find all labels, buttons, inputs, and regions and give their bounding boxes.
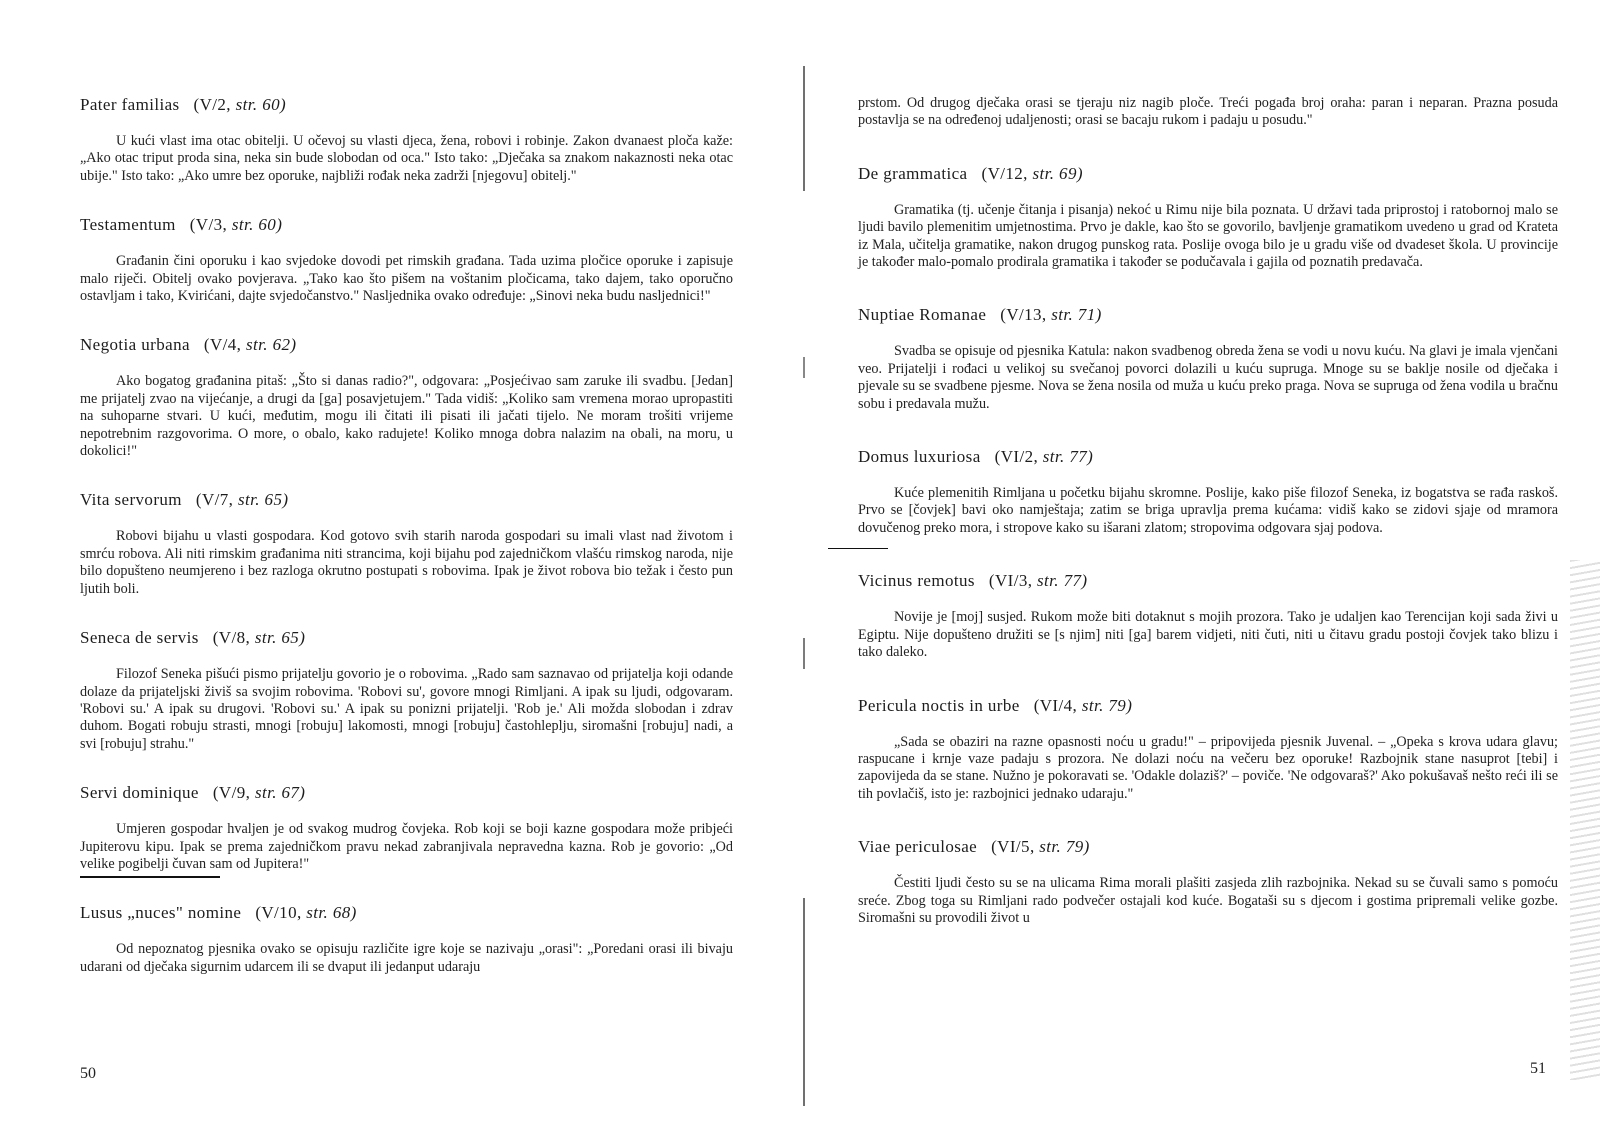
section-heading — [858, 164, 1558, 184]
section-paragraph: Čestiti ljudi često su se na ulicama Rima morali plašiti zasjeda zlih razbojnika. Nekad su se čuvali samo s pomoću sreće. Zbog toga su Rimljani rado podvečer ostajali kod kuće. Bogataši su s djecom i gostima pripremali velike gozbe. Siromašni su provodili život u — [858, 875, 1558, 926]
reference-page: str. 65) — [237, 490, 289, 510]
section-heading — [80, 783, 733, 803]
section-reference — [213, 783, 306, 802]
section-title: Viae periculosae — [858, 837, 978, 857]
section-paragraph: „Sada se obaziri na razne opasnosti noću u gradu!" – pripovijeda pjesnik Juvenal. – „Opeka s krova udara glavu; raspucane i krnje vaze padaju s prozora. Ne dolazi noću na večeru bez oporuke! Razbojnik stane nasuprot [tebi] i zapovijeda da se stane. Nužno je pokoravati se. 'Odakle dolaziš?' – poviče. 'Ne odgovaraš?' Ako pokušavaš nešto reći ili se tih povlačiš, isto je: razbojnici jednako udaraju." — [858, 733, 1558, 802]
section-title: Vita servorum — [80, 490, 182, 510]
reference-page: str. 65) — [254, 628, 306, 648]
section-title: De grammatica — [858, 163, 968, 183]
reference-page: str. 79) — [1081, 695, 1133, 715]
section-reference — [190, 215, 283, 234]
page-number-left: 50 — [80, 1065, 96, 1082]
section-heading — [80, 490, 733, 510]
section-heading — [858, 837, 1558, 857]
section-title: Lusus „nuces" nomine — [80, 903, 242, 923]
section-paragraph: Građanin čini oporuku i kao svjedoke dovodi pet rimskih građana. Tada uzima pločice oporuke i zapisuje malo riječi. Obitelj ovako povjerava. „Tako kao što pišem na voštanim pločicama, tako dajem, tako oporučno ostavljam i tako, Kvirićani, dajte svjedočanstvo." Nasljednika ovako određuje: „Sinovi neka budu nasljednici!" — [80, 253, 733, 305]
section-paragraph: Od nepoznatog pjesnika ovako se opisuju različite igre koje se nazivaju „orasi": „Poredani orasi ili bivaju udarani od dječaka sigurnim udarcem ili se dvaput ili jedanput udaraju — [80, 941, 733, 975]
section-title: Nuptiae Romanae — [858, 305, 987, 325]
section-title: Servi dominique — [80, 783, 199, 803]
section — [80, 490, 733, 598]
section-title: Testamentum — [80, 215, 176, 235]
reference-page: str. 68) — [306, 903, 357, 923]
right-column — [858, 95, 1558, 961]
reference-page: str. 69) — [1032, 163, 1083, 183]
section — [858, 837, 1558, 927]
section-reference — [213, 628, 306, 647]
section-paragraph: Kuće plemenitih Rimljana u početku bijahu skromne. Poslije, kako piše filozof Seneka, iz bogatstva se rađa raskoš. Prvo se [čovjek] bavi oko namještaja; zatim se briga upravlja prema kućama: vidiš kako se zidovi sjaje od mramora dovučenog preko mora, i stropove kako su išarani zlatom; stropovima odgovara sjaj podova. — [858, 485, 1558, 536]
section — [858, 164, 1558, 272]
reference-volume: (V/12, — [981, 163, 1028, 183]
section-title: Domus luxuriosa — [858, 447, 981, 467]
section-heading — [858, 571, 1558, 591]
page-number-right: 51 — [1530, 1060, 1546, 1077]
section-paragraph: Umjeren gospodar hvaljen je od svakog mudrog čovjeka. Rob koji se boji kazne gospodara može pribjeći Jupiterovu kipu. Ipak se prema zajedničkom pravu nekad zabranjivala nepravedna kazna. Rob je govorio: „Od velike pogibelji čuvan sam od Jupitera!" — [80, 821, 733, 872]
reference-volume: (V/3, — [189, 215, 228, 235]
section-title: Seneca de servis — [80, 628, 199, 648]
section-heading — [80, 95, 733, 115]
section-reference — [991, 837, 1090, 856]
continuation-paragraph: prstom. Od drugog dječaka orasi se tjeraju niz nagib ploče. Treći pogađa broj oraha: paran i neparan. Prazna posuda postavlja se na određenoj udaljenosti; orasi se bacaju rukom i padaju u posudu." — [858, 95, 1558, 129]
reference-page: str. 71) — [1051, 305, 1102, 325]
reference-volume: (V/9, — [212, 783, 251, 803]
section-title: Pater familias — [80, 95, 180, 114]
section-heading — [858, 447, 1558, 467]
section-paragraph: Ako bogatog građanina pitaš: „Što si danas radio?", odgovara: „Posjećivao sam zaruke ili svadbu. [Jedan] me prijatelj zvao na vijećanje, a drugi da [ga] posavjetujem." Tada vidiš: „Koliko sam vremena morao upropastiti na suhoparne stvari. U kući, međutim, mogu ili čitati ili pisati ili jačati tijelo. Ne moram trošiti vrijeme nepotrebnim razgovorima. O more, o obalo, kako radujete! Koliko mnoga dobra nalazim na obali, na moru, u dokolici!" — [80, 373, 733, 460]
section-paragraph: U kući vlast ima otac obitelji. U očevoj su vlasti djeca, žena, robovi i robinje. Zakon dvanaest ploča kaže: „Ako otac triput proda sina, neka sin bude slobodan od oca." Isto tako: „Dječaka sa znakom nakaznosti neka otac ubije." Isto tako: „Ako umre bez oporuke, najbliži rođak neka zadrži [njegovu] obitelj." — [80, 133, 733, 184]
section-reference — [989, 571, 1088, 590]
reference-volume: (V/4, — [203, 335, 242, 355]
section-paragraph: Filozof Seneka pišući pismo prijatelju govorio je o robovima. „Rado sam saznavao od prijatelja koji odande dolaze da prijateljski živiš sa svojim robovima. 'Robovi su', govore mnogi Rimljani. A ipak su ljudi, odgovaram. 'Robovi su.' A ipak su drugovi. 'Robovi su.' A ipak su ponizni prijatelji. 'Rob je.' Ali možda slobodan i zdrav duhom. Bogati robuju strasti, mnogi [robuju] lakomosti, mnogi [robuju] častohleplju, siromašni [robuju] nadi, a svi [robuju] strahu." — [80, 666, 733, 752]
section — [80, 95, 733, 185]
section-heading — [858, 696, 1558, 716]
section — [80, 783, 733, 873]
section-title: Negotia urbana — [80, 335, 190, 355]
reference-volume: (VI/4, — [1033, 695, 1078, 715]
section-paragraph: Novije je [moj] susjed. Rukom može biti dotaknut s mojih prozora. Tako je udaljen kao Terencijan koji sada živi u Egiptu. Nije dopušteno družiti se [s njim] niti [ga] barem vidjeti, niti čuti, niti u čitavu gradu postoji čovjek tako blizu i tako daleko. — [858, 609, 1558, 661]
reference-volume: (VI/2, — [994, 447, 1039, 467]
section-heading — [858, 305, 1558, 325]
section-title: Vicinus remotus — [858, 571, 975, 591]
section — [858, 305, 1558, 413]
reference-volume: (V/10, — [255, 903, 302, 923]
reference-volume: (V/8, — [212, 628, 251, 648]
reference-volume: (V/7, — [195, 490, 234, 510]
section-reference — [982, 164, 1083, 183]
left-column — [80, 95, 733, 1006]
section — [80, 215, 733, 305]
section-reference — [995, 447, 1094, 466]
reference-volume: (VI/3, — [988, 571, 1033, 591]
reference-volume: (V/2, — [193, 95, 231, 114]
section-reference — [1034, 696, 1133, 715]
section-heading — [80, 628, 733, 648]
section-heading — [80, 215, 733, 235]
section-paragraph: Svadba se opisuje od pjesnika Katula: nakon svadbenog obreda žena se vodi u novu kuću. Na glavi je imala vjenčani veo. Prijatelji i rođaci u velikoj su svečanoj povorci dolazili u kuću supruga. Mnoge su se baklje nosile od dječaka i pjevale su se svadbene pjesme. Nova se žena nosila od muža u kuću preko praga. Nova se supruga od žena vodila u bračnu sobu i predavala mužu. — [858, 343, 1558, 412]
section-heading — [80, 903, 733, 923]
section-reference — [196, 490, 289, 509]
section-reference — [255, 903, 356, 922]
right-page — [800, 0, 1600, 1145]
reference-page: str. 67) — [254, 783, 306, 803]
section — [858, 696, 1558, 804]
reference-page: str. 77) — [1042, 447, 1094, 467]
reference-page: str. 77) — [1037, 571, 1088, 591]
reference-page: str. 60) — [235, 95, 287, 114]
reference-page: str. 62) — [246, 335, 297, 355]
section-reference — [204, 335, 297, 354]
section — [858, 447, 1558, 537]
section-paragraph: Robovi bijahu u vlasti gospodara. Kod gotovo svih starih naroda gospodari su imali vlast nad životom i smrću robova. Ali niti rimskim građanima niti strancima, koji bijahu pod zajedničkom vlašću rimskog naroda, nije bilo dopušteno neumjereno i bez razloga okrutno postupati s robovima. Ipak je život robova bio težak i često pun ljutih boli. — [80, 528, 733, 597]
reference-volume: (VI/5, — [991, 837, 1035, 857]
section-paragraph: Gramatika (tj. učenje čitanja i pisanja) nekoć u Rimu nije bila poznata. U državi tada priprostoj i ratobornoj malo se ljudi bavilo plemenitim umjetnostima. Prvo je dakle, kao što se govorilo, bavljenje gramatikom uvedeno u grad od Krateta iz Mala, učitelja gramatike, nakon drugog punskog rata. Poslije ovoga bilo je u gradu više od dvadeset škola. U provincije je također malo-pomalo prodirala gramatika i također se podučavala i gajila od poznatih predavača. — [858, 201, 1558, 271]
section-heading — [80, 335, 733, 355]
section — [80, 335, 733, 460]
section-reference — [194, 95, 287, 114]
scan-edge-noise — [1570, 560, 1600, 1080]
pen-underline-mark — [828, 548, 888, 549]
pen-underline-mark — [80, 876, 220, 878]
section — [80, 628, 733, 753]
section-reference — [1000, 305, 1101, 324]
section — [858, 571, 1558, 661]
reference-volume: (V/13, — [1000, 305, 1047, 325]
section — [80, 903, 733, 976]
section-title: Pericula noctis in urbe — [858, 695, 1020, 715]
reference-page: str. 79) — [1039, 837, 1090, 857]
reference-page: str. 60) — [231, 215, 283, 235]
